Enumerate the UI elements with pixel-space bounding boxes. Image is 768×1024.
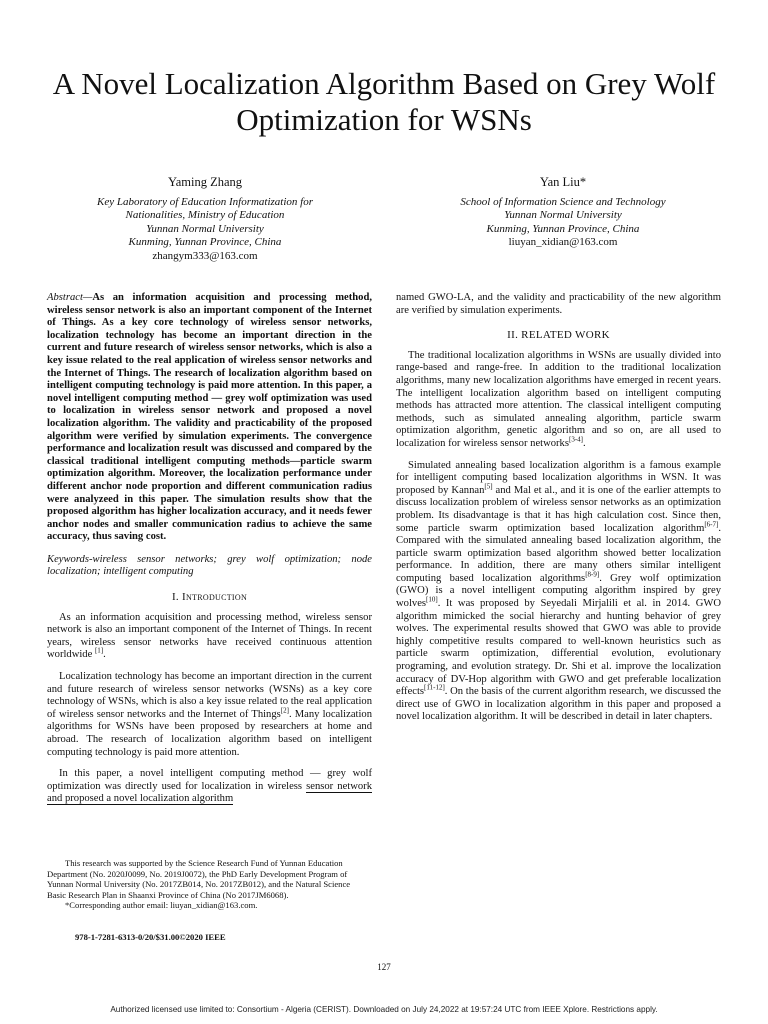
- author-affiliation-line: Kunming, Yunnan Province, China: [486, 222, 640, 235]
- funding-footnote: This research was supported by the Science Research Fund of Yunnan Education Department (No. 2020J0099, No. 2019J0072), the PhD Early Development Program of Yunnan Normal University (No. 2017ZB014, No. 2017ZB012), and the Natural Science Basic Research Plan in Shaanxi Province of China (No 2017JM6068).: [47, 858, 351, 900]
- right-column: [396, 292, 721, 733]
- abstract-text: As an information acquisition and processing method, wireless sensor network is also an important component of the Internet of Things. As a key core technology of wireless sensor networks, localization technology has become an important direction in the current and future research of wireless sensor networks, which is also a key issue related to the real application of wireless sensor networks and the Internet of Things. The research of localization algorithm based on intelligent computing technology is paid more attention. In this paper, a novel intelligent computing method — grey wolf optimization was used to localization in wireless sensor network and proposed a novel localization algorithm. The validity and practicability of the proposed algorithm were verified by simulation experiments. The convergence performance and localization result was discussed and compared by the classical traditional intelligent computing methods—particle swarm optimization algorithm. Moreover, the localization performance under different anchor node proportion and different communication radius were analyzeed in this paper. The simulation results show that the proposed algorithm has higher localization accuracy, and it needs fewer anchor nodes and smaller communication radius to achieve the same accuracy, thus saving cost.: [47, 292, 372, 543]
- citation: [11-12]: [424, 683, 445, 692]
- citation: [1]: [94, 646, 104, 655]
- paper-title: A Novel Localization Algorithm Based on Grey Wolf Optimization for WSNs: [52, 66, 716, 137]
- section-heading-introduction: I. Introduction: [171, 591, 248, 604]
- intro-paragraph-2: Localization technology has become an important direction in the current and future research of wireless sensor networks (WSNs) as a key core technology of WSNs, which is also a key issue related to the real application of wireless sensor networks and the Internet of Things[2]. Many localization algorithms for WSNs have been proposed by researchers at home and abroad. The research of localization algorithm based on intelligent computing technology is paid more attention.: [47, 671, 373, 758]
- related-work-paragraph-2: Simulated annealing based localization algorithm is a famous example for intelligent computing based localization algorithms in WSN. It was proposed by Kannan[5] and Mal et al., and it is one of the earlier attempts to discuss localization problem of wireless sensor networks as an optimization problem. Its disadvantage is that it has high calculation cost. Since then, some particle swarm optimization based localization algorithm[6-7]. Compared with the simulated annealing based localization algorithm, the particle swarm optimization based algorithm showed better localization performance. In addition, there are many others similar intelligent computing based localization algorithms[8-9]. Grey wolf optimization (GWO) is a novel intelligent computing algorithm inspired by grey wolves[10]. It was proposed by Seyedali Mirjalili et al. in 2014. GWO algorithm mimicked the social hierarchy and hunting behavior of grey wolves. The experimental results showed that GWO was able to provide highly competitive results compared to well-known heuristics such as particle swarm optimization, differential evolution, evolutionary programing, and evolution strategy. Dr. Shi et al. improve the localization accuracy of DV-Hop algorithm with GWO and get preferable localization effects[11-12]. On the basis of the current algorithm research, we discussed the direct use of GWO in localization algorithm in this paper and proposed a novel localization algorithm. It will be described in detail in later chapters.: [396, 459, 721, 723]
- section-heading-related-work: II. RELATED WORK: [507, 329, 610, 342]
- citation: [2]: [280, 706, 289, 715]
- intro-paragraph-3-last-line: sensor network and proposed a novel localization algorithm: [47, 780, 372, 805]
- citation: [5]: [484, 482, 493, 491]
- intro-paragraph-1: As an information acquisition and processing method, wireless sensor network is also an important component of the Internet of Things. In recent years, wireless sensor networks have received continuous attention worldwide [1].: [47, 611, 372, 661]
- isbn-copyright: 978-1-7281-6313-0/20/$31.00©2020 IEEE: [75, 932, 226, 942]
- author-affiliation-line: Nationalities, Ministry of Education: [125, 209, 285, 221]
- license-banner: Authorized licensed use limited to: Consortium - Algeria (CERIST). Downloaded on July 24,2022 at 19:57:24 UTC from IEEE Xplore. Restrictions apply.: [110, 1005, 658, 1014]
- author-email: zhangym333@163.com: [152, 249, 258, 262]
- corresponding-author-footnote: *Corresponding author email: liuyan_xidian@163.com.: [65, 900, 258, 911]
- intro-paragraph-3-continued: named GWO-LA, and the validity and practicability of the new algorithm are verified by simulation experiments.: [396, 292, 721, 316]
- page-number: 127: [377, 962, 391, 972]
- author-affiliation-line: Yunnan Normal University: [146, 222, 264, 235]
- citation: [3-4]: [568, 435, 583, 444]
- left-column: [47, 292, 372, 806]
- author-name: Yaming Zhang: [167, 175, 243, 189]
- author-affiliation-line: Kunming, Yunnan Province, China: [128, 236, 282, 248]
- author-block-1: [60, 176, 350, 263]
- author-name: Yan Liu*: [539, 175, 587, 189]
- author-email: liuyan_xidian@163.com: [508, 236, 618, 248]
- author-affiliation-line: Key Laboratory of Education Informatization for: [96, 195, 314, 208]
- footnotes: [47, 858, 357, 911]
- related-work-paragraph-1: The traditional localization algorithms in WSNs are usually divided into range-based and range-free. In addition to the traditional localization algorithms, many new localization algorithms have emerged in recent years. The intelligent localization algorithm based on intelligent computing methods has attracted more attention. The classical intelligent computing methods, such as simulated annealing algorithm, particle swarm optimization algorithm, genetic algorithm and so on, are all used to localization for wireless sensor networks[3-4].: [396, 349, 721, 449]
- keywords: Keywords-wireless sensor networks; grey wolf optimization; node localization; intelligent computing: [47, 553, 372, 578]
- abstract-label: Abstract—: [47, 292, 93, 303]
- author-affiliation-line: School of Information Science and Technology: [460, 195, 666, 208]
- citation: [10]: [426, 595, 438, 604]
- author-block-2: [418, 176, 708, 250]
- intro-paragraph-3: In this paper, a novel intelligent computing method — grey wolf optimization was directly used for localization in wireless sensor network and proposed a novel localization algorithm: [47, 768, 372, 805]
- author-affiliation-line: Yunnan Normal University: [504, 209, 622, 221]
- citation: [8-9]: [585, 570, 600, 579]
- citation: [6-7]: [704, 519, 719, 528]
- abstract: [47, 292, 372, 544]
